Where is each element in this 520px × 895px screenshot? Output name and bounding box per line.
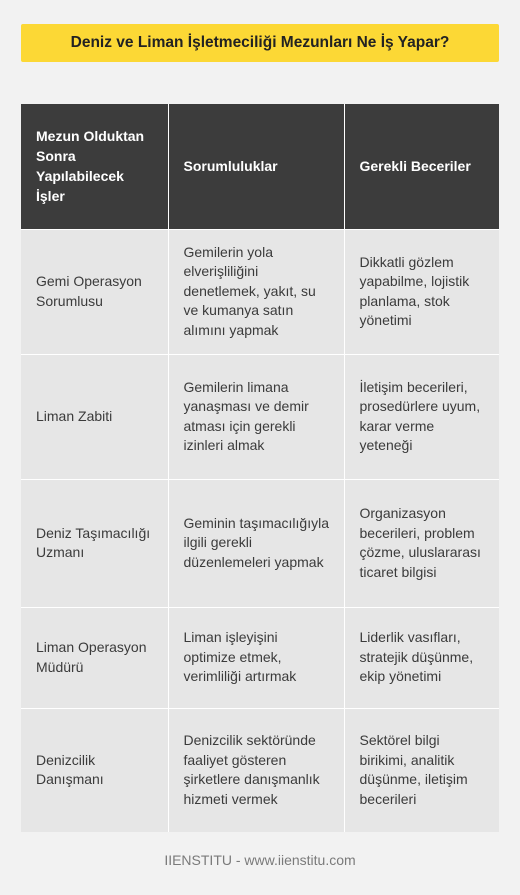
table-row bbox=[21, 479, 499, 607]
title-banner bbox=[21, 24, 499, 62]
header-skills: Gerekli Beceriler bbox=[359, 158, 471, 175]
job-cell: Liman Zabiti bbox=[21, 354, 168, 479]
responsibility-cell: Gemilerin yola elverişliliğini denetlemek, yakıt, su ve kumanya satın alımını yapmak bbox=[168, 229, 344, 354]
responsibility-cell: Gemilerin limana yanaşması ve demir atması için gerekli izinleri almak bbox=[168, 354, 344, 479]
job-cell: Denizcilik Danışmanı bbox=[21, 708, 168, 832]
job-cell: Gemi Operasyon Sorumlusu bbox=[21, 229, 168, 354]
header-jobs: Mezun Olduktan Sonra Yapılabilecek İşler bbox=[21, 104, 168, 229]
table-row bbox=[21, 229, 499, 354]
skills-cell: Dikkatli gözlem yapabilme, lojistik planlama, stok yönetimi bbox=[344, 229, 499, 354]
skills-cell: Liderlik vasıfları, stratejik düşünme, ekip yönetimi bbox=[344, 607, 499, 708]
skills-cell: İletişim becerileri, prosedürlere uyum, karar verme yeteneği bbox=[344, 354, 499, 479]
footer-credit: IIENSTITU - www.iienstitu.com bbox=[164, 852, 356, 868]
table-header-row bbox=[21, 104, 499, 229]
responsibility-cell: Geminin taşımacılığıyla ilgili gerekli düzenlemeleri yapmak bbox=[168, 479, 344, 607]
skills-cell: Sektörel bilgi birikimi, analitik düşünme, iletişim becerileri bbox=[344, 708, 499, 832]
table-row bbox=[21, 607, 499, 708]
header-responsibilities: Sorumluluklar bbox=[168, 104, 344, 229]
responsibility-cell: Liman işleyişini optimize etmek, verimliliği artırmak bbox=[168, 607, 344, 708]
jobs-table bbox=[21, 104, 499, 832]
page-title: Deniz ve Liman İşletmeciliği Mezunları Ne İş Yapar? bbox=[70, 34, 450, 51]
responsibility-cell: Denizcilik sektöründe faaliyet gösteren şirketlere danışmanlık hizmeti vermek bbox=[168, 708, 344, 832]
skills-cell: Organizasyon becerileri, problem çözme, uluslararası ticaret bilgisi bbox=[344, 479, 499, 607]
table-row bbox=[21, 708, 499, 832]
job-cell: Deniz Taşımacılığı Uzmanı bbox=[21, 479, 168, 607]
table-row bbox=[21, 354, 499, 479]
job-cell: Liman Operasyon Müdürü bbox=[21, 607, 168, 708]
